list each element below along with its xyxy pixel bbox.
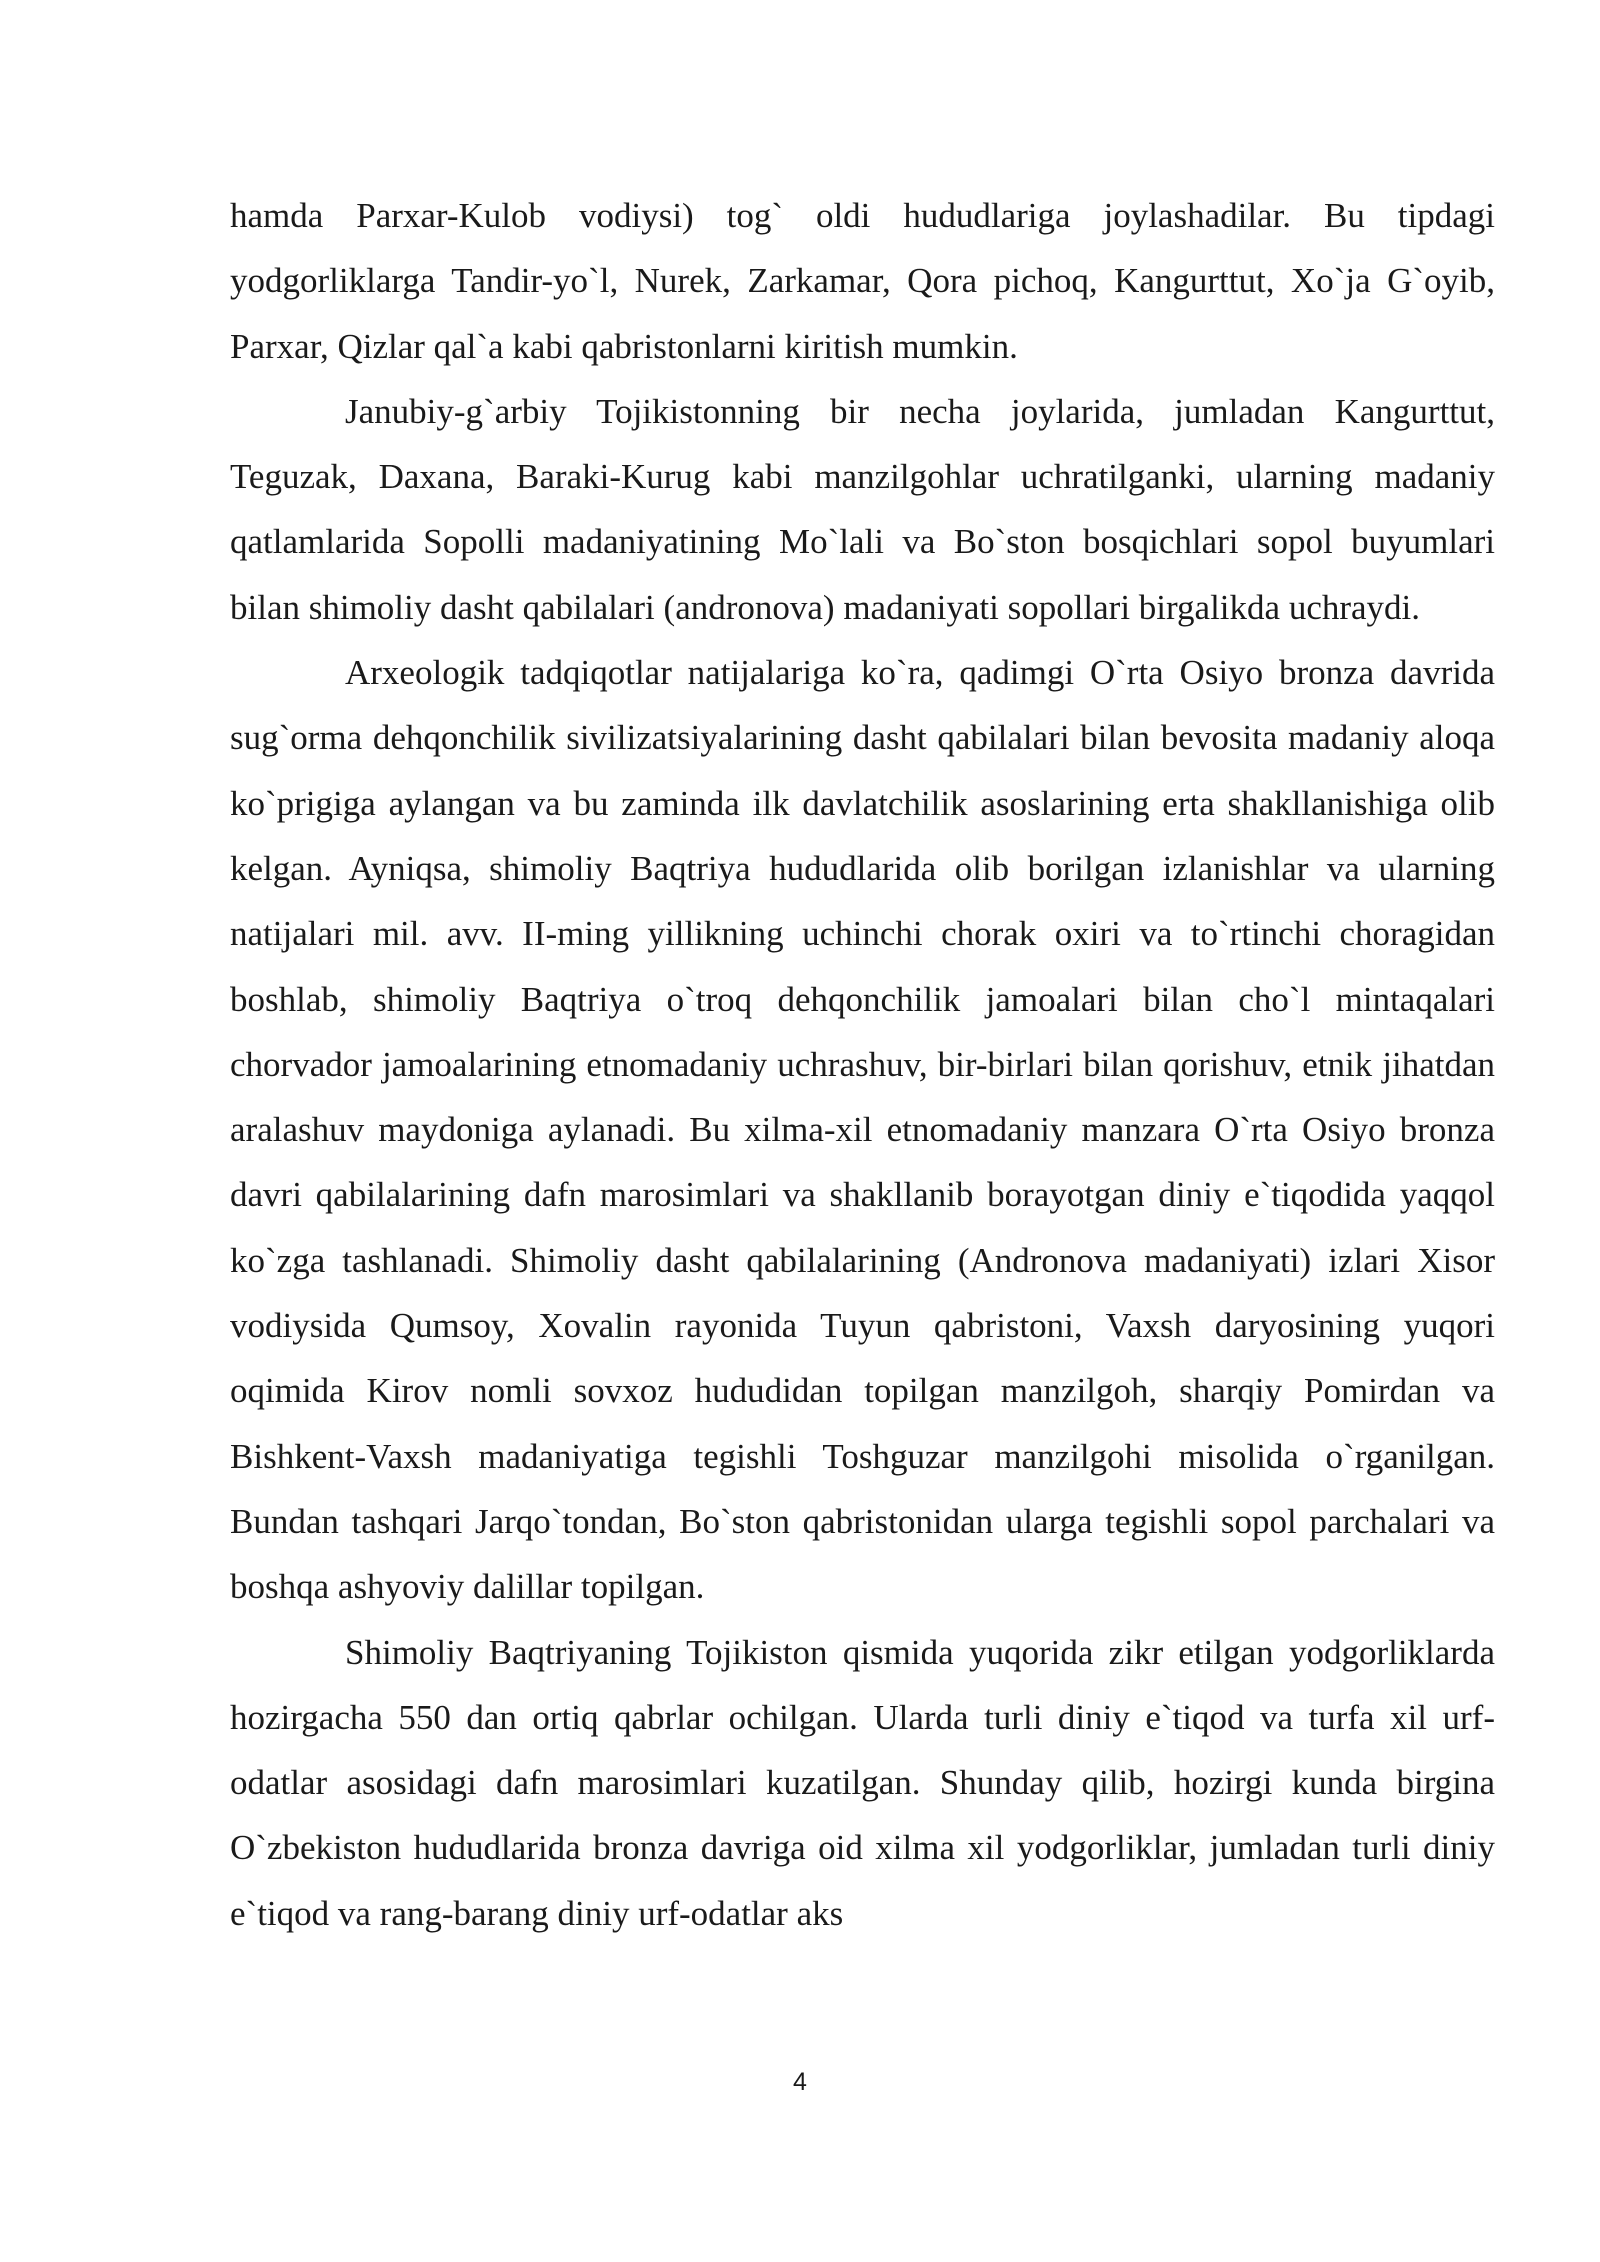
- paragraph: Shimoliy Baqtriyaning Tojikiston qismida yuqorida zikr etilgan yodgorliklarda hozirgacha 550 dan ortiq qabrlar ochilgan. Ularda turli diniy e`tiqod va turfa xil urf-odatlar asosidagi dafn marosimlari kuzatilgan. Shunday qilib, hozirgi kunda birgina O`zbekiston hududlarida bronza davriga oid xilma xil yodgorliklar, jumladan turli diniy e`tiqod va rang-barang diniy urf-odatlar aks: [230, 1632, 1495, 1933]
- paragraph: Janubiy-g`arbiy Tojikistonning bir necha joylarida, jumladan Kangurttut, Teguzak, Daxana, Baraki-Kurug kabi manzilgohlar uchratilganki, ularning madaniy qatlamlarida Sopolli madaniyatining Mo`lali va Bo`ston bosqichlari sopol buyumlari bilan shimoliy dasht qabilalari (andronova) madaniyati sopollari birgalikda uchraydi.: [230, 391, 1495, 627]
- paragraph: Arxeologik tadqiqotlar natijalariga ko`ra, qadimgi O`rta Osiyo bronza davrida sug`orma dehqonchilik sivilizatsiyalarining dasht qabilalari bilan bevosita madaniy aloqa ko`prigiga aylangan va bu zaminda ilk davlatchilik asoslarining erta shakllanishiga olib kelgan. Ayniqsa, shimoliy Baqtriya hududlarida olib borilgan izlanishlar va ularning natijalari mil. avv. II-ming yillikning uchinchi chorak oxiri va to`rtinchi choragidan boshlab, shimoliy Baqtriya o`troq dehqonchilik jamoalari bilan cho`l mintaqalari chorvador jamoalarining etnomadaniy uchrashuv, bir-birlari bilan qorishuv, etnik jihatdan aralashuv maydoniga aylanadi. Bu xilma-xil etnomadaniy manzara O`rta Osiyo bronza davri qabilalarining dafn marosimlari va shakllanib borayotgan diniy e`tiqodida yaqqol ko`zga tashlanadi. Shimoliy dasht qabilalarining (Andronova madaniyati) izlari Xisor vodiysida Qumsoy, Xovalin rayonida Tuyun qabristoni, Vaxsh daryosining yuqori oqimida Kirov nomli sovxoz hududidan topilgan manzilgoh, sharqiy Pomirdan va Bishkent-Vaxsh madaniyatiga tegishli Toshguzar manzilgohi misolida o`rganilgan. Bundan tashqari Jarqo`tondan, Bo`ston qabristonidan ularga tegishli sopol parchalari va boshqa ashyoviy dalillar topilgan.: [230, 653, 1495, 1607]
- page-number: 4: [793, 2068, 807, 2096]
- document-body: [230, 183, 1495, 1946]
- paragraph-continuation: hamda Parxar-Kulob vodiysi) tog` oldi hududlariga joylashadilar. Bu tipdagi yodgorliklarga Tandir-yo`l, Nurek, Zarkamar, Qora pichoq, Kangurttut, Xo`ja G`oyib, Parxar, Qizlar qal`a kabi qabristonlarni kiritish mumkin.: [230, 196, 1495, 366]
